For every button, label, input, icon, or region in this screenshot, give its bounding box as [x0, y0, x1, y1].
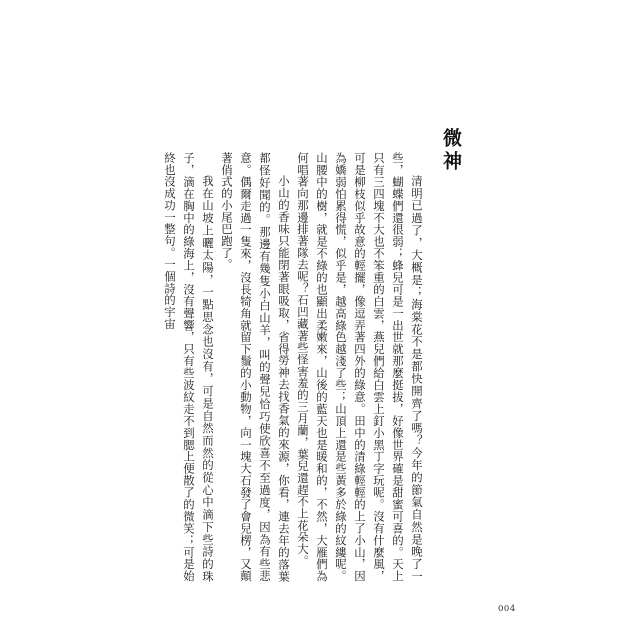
paragraph: 清明已過了，大概是；海棠花不是都快開齊了嗎？今年的節氣自然是晚了一些，蝴蝶們還很弱；蜂兒可是一出世就那麼挺拔，好像世界確是甜蜜可喜的。天上只有三四塊不大也不笨重的白雲，燕兒們給白雲上釘小黑丁字玩呢。沒有什麼風，可是柳枝似乎故意的輕擺，像逗弄著四外的綠意。田中的清綠輕輕的上了小山，因為嬌弱怕累得慌，似乎是，越高綠色越淺了些；山頂上還是些黃多於綠的紋縷呢。山腰中的樹，就是不綠的也顯出柔嫩來，山後的藍天也是暖和的，不然，大雁們為何唱著向那邊排著隊去呢？石凹藏著些怪害羞的三月蘭，葉兒還趕不上花朵大。 [296, 152, 424, 582]
chapter-title: 微神 [440, 128, 462, 174]
body-text [163, 152, 426, 582]
page-number: 004 [498, 604, 516, 614]
paragraph: 小山的香味只能閉著眼吸取，省得勞神去找香氣的來源，你看，連去年的落葉都怪好聞的。那邊有幾隻小白山羊，叫的聲兒恰巧使欣喜不至過度，因為有些悲意。偶爾走過一隻來，沒長犄角就留下鬚的小動物，向一塊大石發了會兒楞，又顛著俏式的小尾巴跑了。 [220, 152, 291, 582]
paragraph: 我在山坡上曬太陽，一點思念也沒有，可是自然而然的從心中滴下些詩的珠子，滴在胸中的綠海上，沒有聲響，只有些波紋走不到腮上便散了的微笑；可是始終也沒成功一整句。一個詩的宇宙 [163, 152, 215, 582]
